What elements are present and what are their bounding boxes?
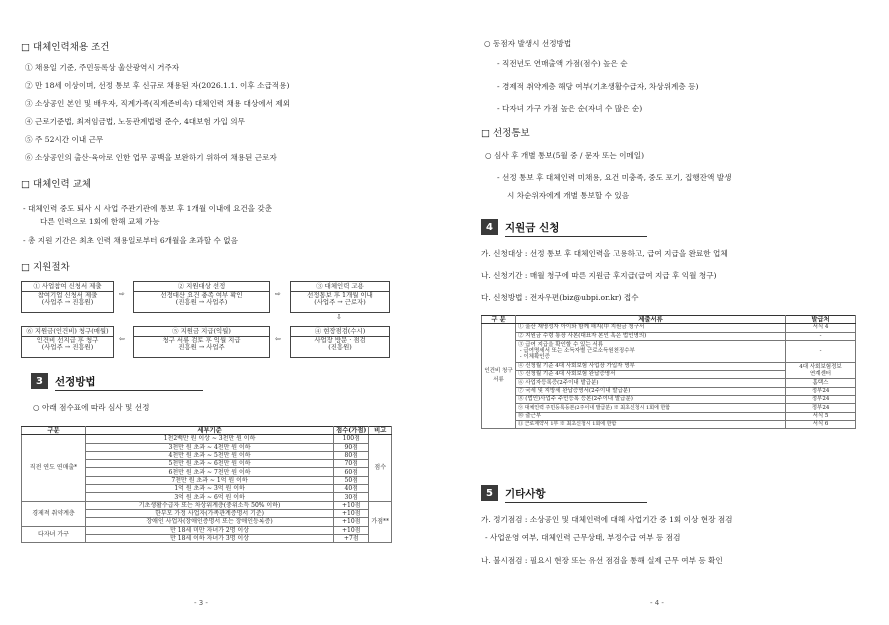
selection-intro: ○ 아래 점수표에 따라 심사 및 선정 (33, 403, 150, 412)
table-row (22, 526, 392, 534)
table-cell: 1억 원 초과 ~ 3억 원 이하 (86, 485, 334, 493)
table-cell: 4천만 원 초과 ~ 5천만 원 이하 (86, 451, 334, 459)
table-cell: - (786, 340, 856, 362)
etc-item: 가. 정기점검 : 소상공인 및 대체인력에 대해 사업기간 중 1회 이상 현장 점검 (481, 515, 733, 524)
score-table (21, 426, 392, 543)
section-heading-4: 4 지원금 신청 (481, 219, 559, 235)
table-cell: 6천만 원 초과 ~ 7천만 원 이하 (86, 468, 334, 476)
table-cell: 90점 (334, 443, 369, 451)
table-cell: 5천만 원 초과 ~ 6천만 원 이하 (86, 460, 334, 468)
notice-item: - 선정 통보 후 대체인력 미채용, 요건 미충족, 중도 포기, 집행잔액 발생 (497, 173, 732, 182)
page-number: - 4 - (650, 599, 664, 607)
table-cell: ⑪ 근로계약서 1부 ※ 최초신청시 1회에 한함 (516, 420, 786, 428)
table-row (482, 362, 856, 370)
condition-item: ⑥ 소상공인의 출산·육아로 인한 업무 공백을 보완하기 위하여 채용된 근로자 (25, 153, 277, 162)
table-cell: ⑩ 출근부 (516, 412, 786, 420)
arrow-down-icon: ⇩ (336, 313, 342, 321)
table-cell: +10점 (334, 518, 369, 526)
table-cell: 100점 (334, 435, 369, 443)
table-cell: ① 울산 재명성자 아이와 함께 해지(甲 지원금 청구서 (516, 324, 786, 332)
section-title-notice: □ 선정통보 (481, 128, 530, 139)
tie-item: - 다자녀 가구 가점 높은 순(자녀 수 많은 순) (497, 104, 643, 113)
flow-step: ⑥ 지원금(인건비) 청구(매월) 인건비 선지급 후 청구 (사업주 → 진흥원) (21, 326, 114, 358)
table-cell: 한부모 가정 사업자(가족관계증명서 기준) (86, 509, 334, 517)
table-row (482, 412, 856, 420)
table-cell: - (786, 332, 856, 340)
condition-item: ④ 근로기준법, 최저임금법, 노동관계법령 준수, 4대보험 가입 의무 (25, 117, 245, 126)
replacement-item: - 대체인력 중도 퇴사 시 사업 주관기관에 통보 후 1개월 이내에 요건을 갖춘 (23, 204, 273, 213)
row-category: 인건비 청구서류 (482, 324, 516, 429)
flow-step: ③ 대체인력 고용 선정통보 후 1개월 이내 (사업주 → 근로자) (290, 281, 390, 313)
table-cell: ⑥ 사업자등록증(2주이내 발급분) (516, 379, 786, 387)
condition-item: ② 만 18세 이상이며, 선정 통보 후 신규로 채용된 자(2026.1.1. 이후 소급적용) (25, 81, 290, 90)
table-cell: ③ 급여 지급을 확인할 수 있는 서류 - 급여명세서 또는 소득자별 근로소득원천징수부 - 이체확인증 (516, 340, 786, 362)
table-row (482, 404, 856, 412)
apply-item: 가. 신청대상 : 선정 통보 후 대체인력을 고용하고, 급여 지급을 완료한 업체 (481, 249, 728, 258)
col-header: 발급처 (786, 316, 856, 324)
table-cell: 30점 (334, 493, 369, 501)
arrow-left-icon: ⇦ (119, 335, 125, 343)
table-cell: 50점 (334, 476, 369, 484)
tie-item: - 직전년도 연매출액 가점(점수) 높은 순 (497, 59, 628, 68)
section-title-replacement: □ 대체인력 교체 (21, 179, 92, 190)
section-title-replacement-conditions: □ 대체인력채용 조건 (21, 42, 110, 53)
table-cell: 60점 (334, 468, 369, 476)
table-cell: 점수 (369, 435, 392, 501)
tie-title: ○ 동점자 발생시 선정방법 (484, 39, 572, 48)
apply-item: 다. 신청방법 : 전자우편(biz@ubpi.or.kr) 접수 (481, 293, 639, 302)
table-row (22, 435, 392, 443)
table-row (482, 379, 856, 387)
table-cell: 정부24 (786, 396, 856, 404)
col-header: 세부기준 (86, 427, 334, 435)
col-header: 구분 (22, 427, 86, 435)
condition-item: ③ 소상공인 본인 및 배우자, 직계가족(직계존비속) 대체인력 채용 대상에서 제외 (25, 99, 291, 108)
table-cell: +10점 (334, 526, 369, 534)
section-heading-3: 3 선정방법 (31, 373, 96, 389)
col-header: 구 분 (482, 316, 516, 324)
col-header: 점수(가점) (334, 427, 369, 435)
condition-item: ⑤ 주 52시간 이내 근무 (25, 135, 104, 144)
table-cell: ⑦ 국세 및 지방세 완납증명서(2주이내 발급분) (516, 387, 786, 395)
page-number: - 3 - (194, 599, 208, 607)
row-category: 직전 연도 연매출* (22, 435, 86, 501)
notice-line: ○ 심사 후 개별 통보(5월 중 / 문자 또는 이메일) (485, 151, 645, 160)
table-cell: ⑧ (법인)사업주 주민등록 등본(2주이내 발급분) (516, 396, 786, 404)
replacement-item: - 총 지원 기간은 최초 인력 채용일로부터 6개월을 초과할 수 없음 (23, 236, 238, 245)
etc-item: 나. 불시점검 : 필요시 현장 또는 유선 점검을 통해 실제 근무 여부 등 확인 (481, 556, 723, 565)
table-cell: 만 18세 미만 자녀가 2명 이상 (86, 526, 334, 534)
table-cell: ⑨ 대체인력 주민등록등본(2주이내 발급분) ※ 최초신청시 1회에 한함 (516, 404, 786, 412)
page-3 (0, 0, 444, 625)
col-header: 비고 (369, 427, 392, 435)
arrow-right-icon: ⇨ (275, 290, 281, 298)
arrow-right-icon: ⇨ (119, 290, 125, 298)
table-row (482, 316, 856, 324)
table-cell: 정부24 (786, 387, 856, 395)
table-row (482, 420, 856, 428)
table-cell: 장애인 사업자(장애인증명서 또는 장애인등록증) (86, 518, 334, 526)
table-row (482, 396, 856, 404)
tie-item: - 경제적 취약계층 해당 여부(기초생활수급자, 차상위계층 등) (497, 82, 699, 91)
table-row (482, 340, 856, 362)
condition-item: ① 채용일 기준, 주민등록상 울산광역시 거주자 (25, 63, 180, 72)
table-cell: 3천만 원 초과 ~ 4천만 원 이하 (86, 443, 334, 451)
table-cell: +10점 (334, 509, 369, 517)
table-cell: 가점** (369, 501, 392, 542)
apply-item: 나. 신청기간 : 매월 청구에 따른 지원금 후지급(급여 지급 후 익월 청구) (481, 271, 717, 280)
table-cell: 서식 6 (786, 420, 856, 428)
table-cell: +7점 (334, 534, 369, 542)
table-row (22, 501, 392, 509)
table-row (482, 387, 856, 395)
flow-step: ① 사업참여 신청서 제출 참여기업 신청서 제출 (사업주 → 진흥원) (21, 281, 114, 313)
table-cell: 만 18세 이하 자녀가 3명 이상 (86, 534, 334, 542)
table-cell: 7천만 원 초과 ~ 1억 원 이하 (86, 476, 334, 484)
arrow-left-icon: ⇦ (275, 335, 281, 343)
table-cell: 기초생활수급자 또는 차상위계층(중위소득 50% 이하) (86, 501, 334, 509)
replacement-item: 다른 인력으로 1회에 한해 교체 가능 (40, 217, 160, 226)
table-cell: +10점 (334, 501, 369, 509)
section-heading-5: 5 기타사항 (481, 485, 546, 501)
table-cell: 70점 (334, 460, 369, 468)
table-cell: 홈택스 (786, 379, 856, 387)
table-cell: ⑤ 신청월 기준 4대 사회보험 완납증명서 (516, 371, 786, 379)
flow-step: ② 지원대상 선정 선정대산 요건 충족 여부 확인 (진흥원 → 사업주) (133, 281, 270, 313)
documents-table (481, 315, 856, 429)
table-row (482, 332, 856, 340)
page-4 (445, 0, 889, 625)
table-row (22, 427, 392, 435)
table-cell: ④ 신청월 기준 4대 사회보험 사업장 가입자 명부 (516, 362, 786, 370)
heading-underline (505, 502, 647, 503)
row-category: 경제적 취약계층 (22, 501, 86, 526)
table-cell: ② 지원금 수령 통장 사본(대표자 본인 혹은 법인명의) (516, 332, 786, 340)
flow-step: ⑤ 지원금 지급(익월) 청구 서류 검토 후 익월 지급 진흥원 → 사업주 (133, 326, 270, 358)
section-title-procedure: □ 지원절차 (21, 262, 70, 273)
etc-item: - 사업운영 여부, 대체인력 근무상태, 부정수급 여부 등 점검 (485, 533, 681, 542)
heading-underline (505, 236, 647, 237)
row-category: 다자녀 가구 (22, 526, 86, 543)
table-row (482, 324, 856, 332)
table-cell: 4대 사회보험정보 연계센터 (786, 362, 856, 379)
table-cell: 40점 (334, 485, 369, 493)
table-cell: 1천2백만 원 이상 ~ 3천만 원 이하 (86, 435, 334, 443)
table-cell: 서식 5 (786, 412, 856, 420)
col-header: 제출서류 (516, 316, 786, 324)
table-cell: 3억 원 초과 ~ 6억 원 이하 (86, 493, 334, 501)
table-cell: 서식 4 (786, 324, 856, 332)
flow-step: ④ 현장점검(수시) 사업장 방문 · 점검 (진흥원) (290, 326, 390, 358)
notice-item: 시 차순위자에게 개별 통보할 수 있음 (507, 191, 630, 200)
heading-underline (55, 390, 203, 391)
table-cell: 80점 (334, 451, 369, 459)
table-cell: 정부24 (786, 404, 856, 412)
